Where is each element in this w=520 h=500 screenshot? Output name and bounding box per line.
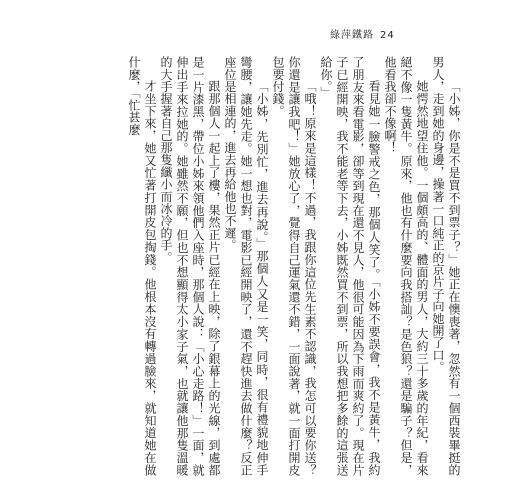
paragraph: 她愕然地望住他。一個頗高的、體面的男人，大約三十多歲的年紀，看來絕不像一隻黃牛。原來，他也有什麼要向我搭訕？是色狼？還是騙子？但是，他看我卻不像啊！ xyxy=(383,56,429,476)
paragraph: 才坐下來，她又忙著打開皮包掏錢。他根本沒有轉過臉來，就知道她在做什麼，「忙甚麼 xyxy=(127,56,157,476)
running-title: 綠萍鐵路 xyxy=(330,30,374,41)
page-header xyxy=(330,26,395,41)
paragraph: 看見她一臉警戒之色，那個人笑了。「小姊不要誤會，我不是黃牛，我約了朋友來看電影，卻等到現在還不見人，他很可能因為下雨而爽約了。現在片子已經開映，我不能老等下去，小姊既然買不到票，所以我想把多餘的這張送給你。」 xyxy=(319,56,381,476)
paragraph: 「小姊，先別忙，進去再說。」那個人又是一笑，同時，很有禮貌地伸手彎腰，讓她先走。她一想也對，電影已經開映了，還不趕快進去做什麼？反正座位是相連的，進去再給他也不遲。 xyxy=(223,56,269,476)
body-text xyxy=(52,56,462,476)
paragraph: 「哦！原來是這樣！不過，我跟你這位先生素不認識，我怎可以要你送？你還是讓我吧！」她放心了，覺得自己運氣還不錯，一面說著，就一面打開皮包要付錢。 xyxy=(271,56,317,476)
paragraph: 跟那個人一起上了樓，果然正片已經在上映，除了銀幕上的光線，到處都是一片漆黑，帶位小姊來領他們入座時，那個人說：「小心走路！」一面，就伸出手來拉她的。她雖然不願，但也不想顯得太小家子氣，也就讓他那隻溫暖的大手握著自己那隻纖小而冰冷的手。 xyxy=(159,56,221,476)
paragraph: 「小姊，你是不是買不到票子？」她正在懊喪著，忽然有一個西裝畢挺的男人，走到她的身邊，操著一口純正的京片子向她開了口。 xyxy=(431,56,461,476)
page-number: 24 xyxy=(380,30,395,41)
